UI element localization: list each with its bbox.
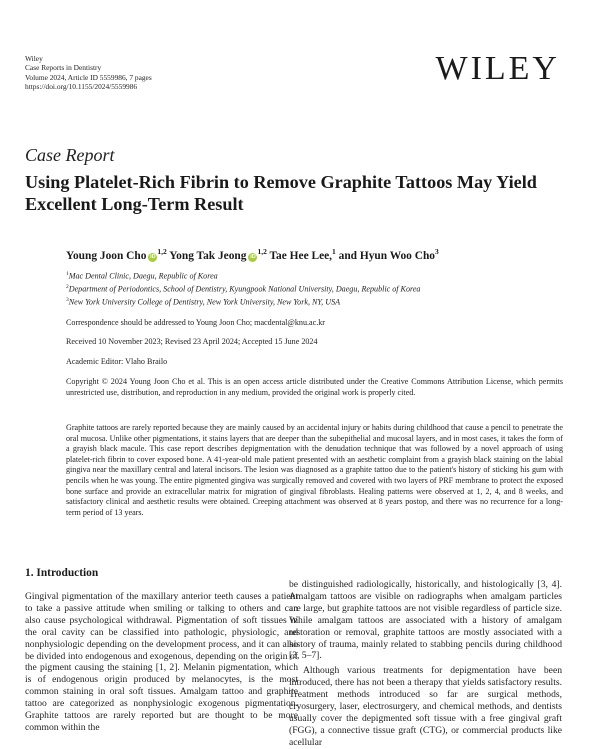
body-column-left [25, 591, 298, 734]
affiliation: $^2$Department of Periodontics, School of Dentistry, Kyungpook National University, Daegu, Republic of Korea [66, 284, 421, 294]
paragraph: Gingival pigmentation of the maxillary anterior teeth causes a patient to take a passive attitude when smiling or talking to others and can also cause psychological withdrawal. Pigmentation of soft tissues in the oral cavity can be classified into pathologic, physiologic, and nonphysiologic depending on the development process, and it can also be divided into endogenous and exogenous, depending on the origin of the pigment causing the staining [1, 2]. Melanin pigmentation, which is of endogenous origin produced by melanocytes, is the most common staining in oral soft tissues. Amalgam tattoo and graphite tattoo are categorized as nonphysiologic exogenous pigmentation. Graphite tattoos are rarely reported but are thought to be more common within the [25, 591, 298, 733]
body-column-right [289, 579, 562, 749]
author-name: Yong Tak Jeong [169, 249, 247, 262]
copyright-notice: Copyright © 2024 Young Joon Cho et al. This is an open access article distributed under the Creative Commons Attribution License, which permits unrestricted use, distribution, and reproduction in any medium, provided the original work is properly cited. [66, 377, 563, 397]
article-dates: Received 10 November 2023; Revised 23 April 2024; Accepted 15 June 2024 [66, 337, 318, 346]
author-list [66, 247, 439, 262]
correspondence: Correspondence should be addressed to Young Joon Cho; macdental@knu.ac.kr [66, 318, 325, 327]
academic-editor: Academic Editor: Vlaho Brailo [66, 357, 168, 366]
author-affil-sup: 1 [332, 247, 336, 256]
author-name: Young Joon Cho [66, 249, 147, 262]
author-name: Tae Hee Lee, [269, 249, 333, 262]
affiliation: $^3$New York University College of Dentistry, New York University, New York, NY, USA [66, 297, 341, 307]
journal-name: Case Reports in Dentistry [25, 63, 102, 73]
volume-line: Volume 2024, Article ID 5559986, 7 pages [25, 72, 152, 82]
journal-header [25, 54, 152, 91]
paragraph: Although various treatments for depigmentation have been introduced, there has not been a therapy that yields satisfactory results. Treatment methods introduced so far are surgical methods, cryosurgery, laser, electrosurgery, and chemical methods, and dentists usually cover the depigmented soft tissue with a free gingival graft (FGG), a connective tissue graft (CTG), or commercial products like acellular [289, 665, 562, 748]
author-affil-sup: 1,2 [257, 247, 267, 256]
section-heading: 1. Introduction [25, 567, 99, 579]
affiliation: $^1$Mac Dental Clinic, Daegu, Republic of Korea [66, 271, 218, 281]
paragraph: be distinguished radiologically, historically, and histologically [3, 4]. Amalgam tattoos are visible on radiographs when amalgam particles are large, but graphite tattoos are not visible regardless of particle size. While amalgam tattoos are associated with a history of amalgam restoration or removal, graphite tattoos are mostly associated with a history of trauma, mainly related to stabbing pencils during childhood [3, 5–7]. [289, 579, 562, 662]
doi-link[interactable]: https://doi.org/10.1155/2024/5559986 [25, 81, 138, 91]
author-affil-sup: 1,2 [157, 247, 167, 256]
article-type: Case Report [25, 145, 115, 165]
orcid-icon[interactable]: iD [150, 253, 156, 260]
wiley-logo: WILEY [435, 50, 560, 87]
orcid-icon[interactable]: iD [250, 253, 256, 260]
abstract: Graphite tattoos are rarely reported because they are mainly caused by an accidental injury or habits during childhood that cause a pencil to penetrate the oral mucosa. Unlike other pigmentations, it stains layers that are deeper than the subepithelial and mucosal layers, and in most cases, it takes the form of a grayish black macule. This case report describes depigmentation with the denudation technique that was followed by a novel approach of using platelet-rich fibrin to cover exposed bone. A 41-year-old male patient presented with an aesthetic complaint from a grayish black staining on the labial gingiva near the maxillary central and lateral incisors. The lesion was diagnosed as a graphite tattoo due to the patient's history of sticking his gum with pencils when he was young. The entire pigmented gingiva was surgically removed and covered with two layers of PRF membrane to protect the exposed bone surface and provide an extracellular matrix for migration of gingival fibroblasts. Healing patterns were observed at 1, 2, 4, and 8 weeks, and satisfactory clinical and aesthetic results were obtained. Creeping attachment was observed at 8 years postop, and there was no recurrence for a long-term period of 13 years. [66, 423, 563, 517]
author-affil-sup: 3 [434, 247, 439, 256]
paper-title: Using Platelet-Rich Fibrin to Remove Graphite Tattoos May Yield Excellent Long-Term Result [25, 172, 537, 214]
author-name: and Hyun Woo Cho [338, 249, 435, 262]
publisher-line: Wiley [25, 54, 43, 63]
affiliations [66, 269, 420, 308]
